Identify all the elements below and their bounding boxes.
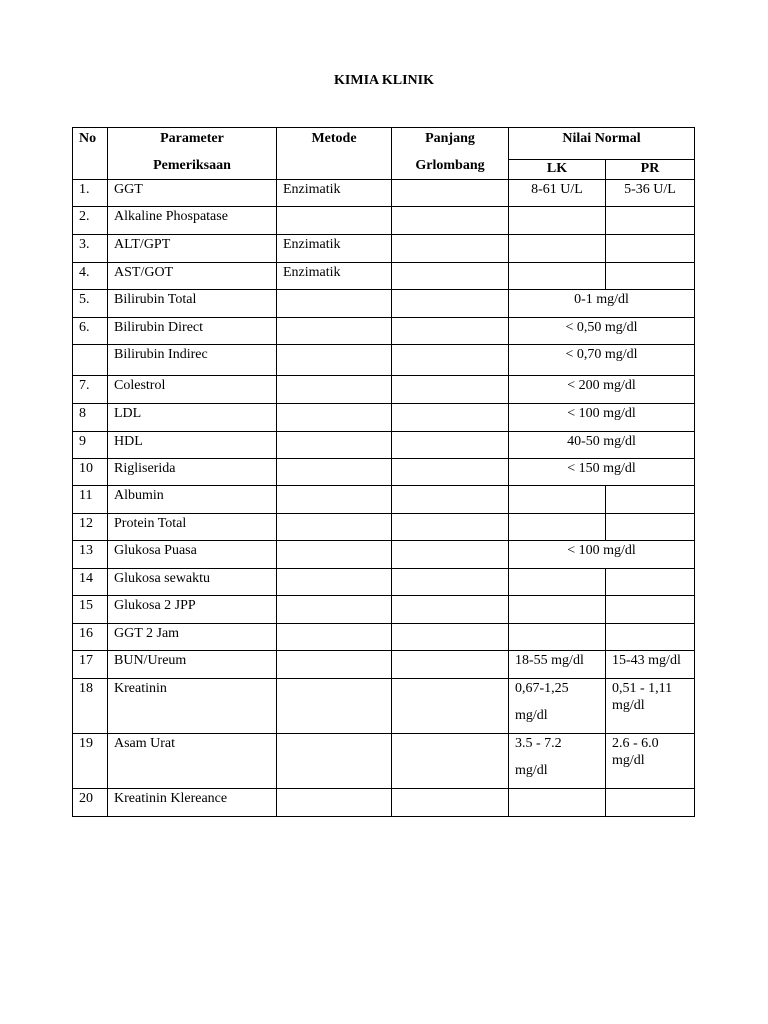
row-nilai-normal: 40-50 mg/dl	[509, 432, 695, 459]
row-metode	[277, 486, 392, 514]
row-no: 15	[73, 596, 108, 624]
row-parameter: Alkaline Phospatase	[108, 207, 277, 235]
lk-value-line1: 0,67-1,25	[515, 681, 569, 696]
row-parameter: AST/GOT	[108, 263, 277, 290]
table-row	[73, 624, 695, 651]
row-parameter: Kreatinin	[108, 679, 277, 734]
row-pr	[606, 596, 695, 624]
pr-value-line1: 2.6 - 6.0	[612, 736, 659, 751]
row-parameter: Asam Urat	[108, 734, 277, 789]
row-parameter: Kreatinin Klereance	[108, 789, 277, 817]
row-parameter: Glukosa Puasa	[108, 541, 277, 569]
table-row	[73, 207, 695, 235]
table-row	[73, 318, 695, 345]
row-metode	[277, 318, 392, 345]
row-panjang-gelombang	[392, 569, 509, 596]
row-lk	[509, 734, 606, 789]
row-panjang-gelombang	[392, 651, 509, 679]
table-row	[73, 404, 695, 432]
table-row	[73, 263, 695, 290]
row-metode: Enzimatik	[277, 235, 392, 263]
row-parameter: Albumin	[108, 486, 277, 514]
row-parameter: Glukosa 2 JPP	[108, 596, 277, 624]
row-panjang-gelombang	[392, 541, 509, 569]
pr-value-line1: 0,51 - 1,11	[612, 681, 673, 696]
row-metode	[277, 541, 392, 569]
header-no: No	[73, 128, 108, 180]
row-panjang-gelombang	[392, 318, 509, 345]
row-panjang-gelombang	[392, 404, 509, 432]
row-lk	[509, 207, 606, 235]
row-lk	[509, 263, 606, 290]
table-row	[73, 345, 695, 376]
row-panjang-gelombang	[392, 459, 509, 486]
pr-value-line2: mg/dl	[612, 698, 645, 713]
table-row	[73, 180, 695, 207]
row-metode	[277, 376, 392, 404]
row-no: 11	[73, 486, 108, 514]
lab-reference-table	[72, 127, 695, 817]
page-title: KIMIA KLINIK	[334, 73, 434, 88]
row-metode: Enzimatik	[277, 180, 392, 207]
row-lk	[509, 569, 606, 596]
row-nilai-normal: < 0,50 mg/dl	[509, 318, 695, 345]
row-parameter: LDL	[108, 404, 277, 432]
row-lk: 8-61 U/L	[509, 180, 606, 207]
row-no: 14	[73, 569, 108, 596]
row-no: 8	[73, 404, 108, 432]
row-pr	[606, 789, 695, 817]
table-body	[73, 180, 695, 817]
header-pr: PR	[606, 160, 695, 180]
row-lk	[509, 514, 606, 541]
row-no: 18	[73, 679, 108, 734]
header-panjang-gelombang: Panjang Grlombang	[392, 128, 509, 180]
row-metode	[277, 432, 392, 459]
row-parameter: Colestrol	[108, 376, 277, 404]
header-nilai-normal: Nilai Normal	[509, 128, 695, 160]
row-pr: 5-36 U/L	[606, 180, 695, 207]
row-metode	[277, 514, 392, 541]
row-metode	[277, 569, 392, 596]
row-panjang-gelombang	[392, 207, 509, 235]
row-metode	[277, 345, 392, 376]
table-row	[73, 569, 695, 596]
table-row	[73, 679, 695, 734]
row-panjang-gelombang	[392, 345, 509, 376]
row-metode	[277, 207, 392, 235]
row-no: 5.	[73, 290, 108, 318]
row-panjang-gelombang	[392, 180, 509, 207]
row-pr	[606, 679, 695, 734]
pr-value-line2: mg/dl	[612, 753, 645, 768]
row-lk	[509, 789, 606, 817]
row-panjang-gelombang	[392, 263, 509, 290]
table-row	[73, 596, 695, 624]
row-parameter: GGT	[108, 180, 277, 207]
row-panjang-gelombang	[392, 734, 509, 789]
row-lk: 18-55 mg/dl	[509, 651, 606, 679]
row-panjang-gelombang	[392, 235, 509, 263]
row-panjang-gelombang	[392, 486, 509, 514]
row-pr	[606, 486, 695, 514]
row-panjang-gelombang	[392, 290, 509, 318]
row-parameter: Bilirubin Indirec	[108, 345, 277, 376]
row-lk	[509, 235, 606, 263]
row-no: 1.	[73, 180, 108, 207]
row-metode	[277, 789, 392, 817]
row-panjang-gelombang	[392, 432, 509, 459]
table-row	[73, 235, 695, 263]
row-metode	[277, 734, 392, 789]
row-pr	[606, 514, 695, 541]
row-parameter: Bilirubin Direct	[108, 318, 277, 345]
table-row	[73, 789, 695, 817]
header-lk: LK	[509, 160, 606, 180]
row-panjang-gelombang	[392, 624, 509, 651]
table-row	[73, 432, 695, 459]
header-metode: Metode	[277, 128, 392, 180]
row-panjang-gelombang	[392, 679, 509, 734]
row-metode	[277, 404, 392, 432]
row-metode	[277, 651, 392, 679]
lk-value-line1: 3.5 - 7.2	[515, 736, 562, 751]
row-pr	[606, 263, 695, 290]
header-parameter: Parameter Pemeriksaan	[108, 128, 277, 180]
row-metode	[277, 459, 392, 486]
row-nilai-normal: 0-1 mg/dl	[509, 290, 695, 318]
row-metode: Enzimatik	[277, 263, 392, 290]
row-lk	[509, 679, 606, 734]
row-no: 3.	[73, 235, 108, 263]
table-row	[73, 514, 695, 541]
row-nilai-normal: < 100 mg/dl	[509, 404, 695, 432]
row-no: 7.	[73, 376, 108, 404]
row-panjang-gelombang	[392, 514, 509, 541]
row-no: 2.	[73, 207, 108, 235]
row-no: 12	[73, 514, 108, 541]
row-metode	[277, 624, 392, 651]
row-metode	[277, 290, 392, 318]
row-pr	[606, 235, 695, 263]
row-parameter: HDL	[108, 432, 277, 459]
row-no: 19	[73, 734, 108, 789]
row-no: 10	[73, 459, 108, 486]
row-parameter: Glukosa sewaktu	[108, 569, 277, 596]
row-nilai-normal: < 0,70 mg/dl	[509, 345, 695, 376]
lk-value-line2: mg/dl	[515, 763, 548, 778]
row-no: 16	[73, 624, 108, 651]
row-lk	[509, 486, 606, 514]
table-row	[73, 290, 695, 318]
row-nilai-normal: < 100 mg/dl	[509, 541, 695, 569]
table-row	[73, 486, 695, 514]
row-pr	[606, 569, 695, 596]
row-nilai-normal: < 150 mg/dl	[509, 459, 695, 486]
row-parameter: ALT/GPT	[108, 235, 277, 263]
row-no: 17	[73, 651, 108, 679]
row-metode	[277, 679, 392, 734]
row-parameter: Protein Total	[108, 514, 277, 541]
row-pr: 15-43 mg/dl	[606, 651, 695, 679]
table-row	[73, 734, 695, 789]
row-parameter: BUN/Ureum	[108, 651, 277, 679]
row-parameter: Rigliserida	[108, 459, 277, 486]
row-pr	[606, 734, 695, 789]
row-no: 13	[73, 541, 108, 569]
row-no	[73, 345, 108, 376]
row-no: 9	[73, 432, 108, 459]
row-no: 6.	[73, 318, 108, 345]
table-row	[73, 541, 695, 569]
row-lk	[509, 624, 606, 651]
row-pr	[606, 207, 695, 235]
lk-value-line2: mg/dl	[515, 708, 548, 723]
row-panjang-gelombang	[392, 789, 509, 817]
row-panjang-gelombang	[392, 376, 509, 404]
row-metode	[277, 596, 392, 624]
row-parameter: Bilirubin Total	[108, 290, 277, 318]
table-row	[73, 376, 695, 404]
row-panjang-gelombang	[392, 596, 509, 624]
row-lk	[509, 596, 606, 624]
row-parameter: GGT 2 Jam	[108, 624, 277, 651]
row-pr	[606, 624, 695, 651]
table-row	[73, 651, 695, 679]
table-row	[73, 459, 695, 486]
row-no: 20	[73, 789, 108, 817]
row-no: 4.	[73, 263, 108, 290]
row-nilai-normal: < 200 mg/dl	[509, 376, 695, 404]
